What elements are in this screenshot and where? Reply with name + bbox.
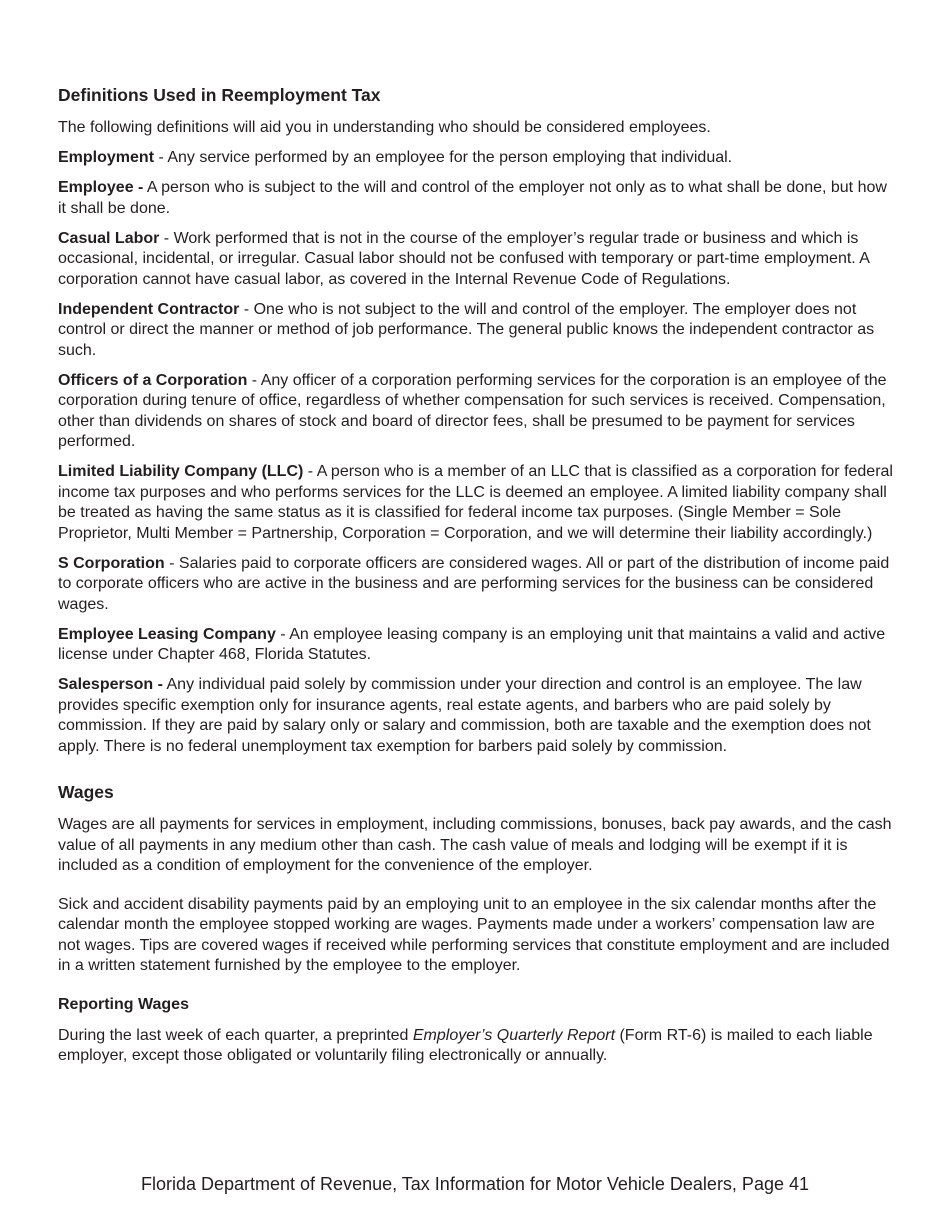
document-page	[58, 84, 898, 1076]
definition-text: Any service performed by an employee for the person employing that individual.	[167, 149, 733, 166]
definition-text: Salaries paid to corporate officers are considered wages. All or part of the distribution of income paid to corporate officers who are active in the business and are performing services for the business can be considered wages.	[58, 554, 890, 613]
definition-independent-contractor: Independent Contractor - One who is not subject to the will and control of the employer. The employer does not control or direct the manner or method of job performance. The general public knows the independent contractor as such.	[58, 300, 875, 359]
reporting-wages-heading: Reporting Wages	[58, 995, 189, 1013]
definition-text: Any officer of a corporation performing services for the corporation is an employee of the corporation during tenure of office, regardless of whether compensation for such services is received. Compensation, other than dividends on shares of stock and board of director fees, shall be presumed to be payment for services performed.	[58, 371, 887, 450]
definition-llc: Limited Liability Company (LLC) - A person who is a member of an LLC that is classified as a corporation for federal income tax purposes and who performs services for the LLC is deemed an employee. A limited liability company shall be treated as having the same status as it is classified for federal income tax purposes. (Single Member = Sole Proprietor, Multi Member = Partnership, Corporation = Corporation, and we will determine their liability accordingly.)	[58, 463, 893, 542]
definition-term: Salesperson -	[58, 676, 163, 693]
definition-casual-labor: Casual Labor - Work performed that is not in the course of the employer’s regular trade or business and which is occasional, incidental, or irregular. Casual labor should not be confused with temporary or part-time employment. A corporation cannot have casual labor, as covered in the Internal Revenue Code of Regulations.	[58, 229, 870, 288]
definition-term: Independent Contractor	[58, 300, 240, 318]
form-name: Employer’s Quarterly Report	[412, 1026, 616, 1044]
definition-salesperson	[58, 675, 898, 757]
definition-employee	[58, 178, 898, 219]
wages-paragraph: Sick and accident disability payments paid by an employing unit to an employee in the six calendar months after the calendar month the employee stopped working are wages. Payments made under a workers’ compensation law are not wages. Tips are covered wages if received while performing services that constitute employment and are included in a written statement furnished by the employee to the employer.	[58, 895, 890, 974]
definition-term: Officers of a Corporation	[58, 371, 248, 389]
definition-term: Casual Labor	[58, 229, 160, 247]
definition-text: Work performed that is not in the course of the employer’s regular trade or business and which is occasional, incidental, or irregular. Casual labor should not be confused with temporary or part-time employment. A corporation cannot have casual labor, as covered in the Internal Revenue Code of Regulations.	[58, 229, 870, 288]
definitions-intro: The following definitions will aid you in understanding who should be considered employees.	[58, 119, 711, 136]
definition-term: Limited Liability Company (LLC)	[58, 463, 304, 480]
definitions-heading: Definitions Used in Reemployment Tax	[58, 85, 381, 105]
definition-text: A person who is a member of an LLC that is classified as a corporation for federal income tax purposes and who performs services for the LLC is deemed an employee. A limited liability company shall be treated as having the same status as it is classified for federal income tax purposes. (Single Member = Sole Proprietor, Multi Member = Partnership, Corporation = Corporation, and we will determine their liability accordingly.)	[58, 463, 893, 542]
wages-heading: Wages	[58, 782, 114, 802]
definition-text: One who is not subject to the will and control of the employer. The employer does not control or direct the manner or method of job performance. The general public knows the independent contractor as such.	[58, 300, 875, 359]
wages-paragraph: Wages are all payments for services in employment, including commissions, bonuses, back pay awards, and the cash value of all payments in any medium other than cash. The cash value of meals and lodging will be exempt if it is included as a condition of employment for the convenience of the employer.	[58, 816, 892, 874]
definition-text: A person who is subject to the will and control of the employer not only as to what shall be done, but how it shall be done.	[58, 179, 887, 217]
definition-text: Any individual paid solely by commission under your direction and control is an employee. The law provides specific exemption only for insurance agents, real estate agents, and barbers who are paid solely by commission. If they are paid by salary only or salary and commission, both are taxable and the exemption does not apply. There is no federal unemployment tax exemption for barbers paid solely by commission.	[58, 676, 871, 755]
definition-term: Employment	[58, 149, 155, 166]
definition-officers-of-corporation: Officers of a Corporation - Any officer of a corporation performing services for the corporation is an employee of the corporation during tenure of office, regardless of whether compensation for such services is received. Compensation, other than dividends on shares of stock and board of director fees, shall be presumed to be payment for services performed.	[58, 371, 887, 450]
definition-employee-leasing-company: Employee Leasing Company - An employee leasing company is an employing unit that maintains a valid and active license under Chapter 468, Florida Statutes.	[58, 625, 886, 663]
definition-term: Employee -	[58, 179, 144, 196]
definition-text: An employee leasing company is an employing unit that maintains a valid and active license under Chapter 468, Florida Statutes.	[58, 625, 886, 663]
definition-employment: Employment - Any service performed by an employee for the person employing that individual.	[58, 149, 733, 166]
wages-section	[58, 781, 898, 977]
definitions-section	[58, 84, 898, 757]
definition-s-corporation: S Corporation - Salaries paid to corporate officers are considered wages. All or part of the distribution of income paid to corporate officers who are active in the business and are performing services for the business can be considered wages.	[58, 554, 890, 613]
definition-term: S Corporation	[58, 554, 165, 572]
definition-term: Employee Leasing Company	[58, 625, 276, 643]
page-footer: Florida Department of Revenue, Tax Information for Motor Vehicle Dealers, Page 41	[140, 1174, 809, 1194]
reporting-wages-paragraph: During the last week of each quarter, a preprinted Employer’s Quarterly Report (Form RT-6) is mailed to each liable employer, except those obligated or voluntarily filing electronically or annually.	[58, 1026, 873, 1064]
reporting-wages-section	[58, 995, 898, 1067]
